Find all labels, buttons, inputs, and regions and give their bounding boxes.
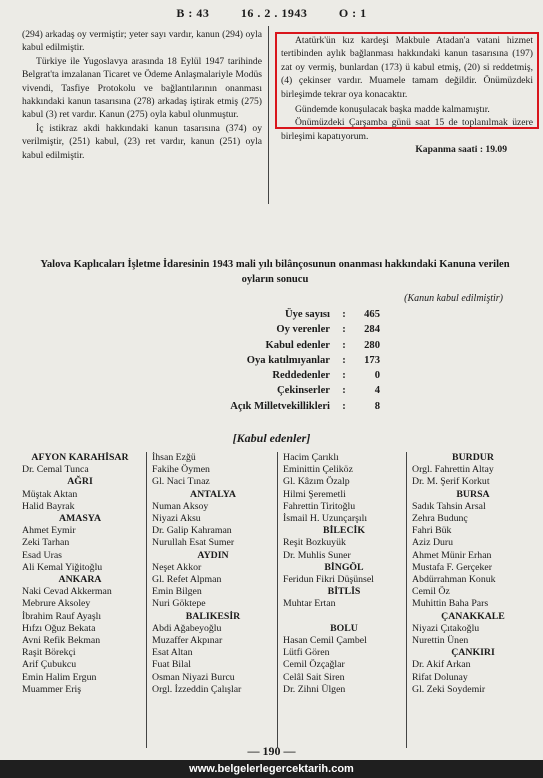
member-name: Raşit Börekçi: [22, 647, 76, 659]
province-heading: AĞRI: [67, 476, 93, 488]
vote-label: Oy verenler: [276, 324, 330, 336]
province-heading: ANTALYA: [190, 488, 236, 500]
spacer: [283, 611, 405, 623]
member-name: Ahmet Eymir: [22, 525, 76, 537]
vote-row: Reddedenler : 0: [200, 368, 380, 383]
member-name: Niyazi Aksu: [152, 513, 201, 525]
vote-value: 173: [364, 354, 380, 366]
member-name: Abdürrahman Konuk: [412, 574, 496, 586]
member-name: Cemil Öz: [412, 586, 450, 598]
province-heading: AYDIN: [197, 549, 229, 561]
province-heading: ANKARA: [58, 574, 102, 586]
member-name: Zeki Tarhan: [22, 537, 70, 549]
province-heading: BİNGÖL: [324, 561, 364, 573]
paragraph: İç istikraz akdi hakkındaki kanun tasarısına (374) oy verilmiştir, (251) kabul, (23) ret vardır, kanun (251) oyla kabul edilmiştir.: [22, 122, 262, 161]
vote-row: Çekinserler : 4: [200, 383, 380, 398]
member-name: Osman Niyazi Burcu: [152, 671, 235, 683]
province-heading: AFYON KARAHİSAR: [31, 452, 129, 463]
vote-label: Kabul edenler: [265, 339, 330, 351]
issue-number: B : 43: [176, 6, 210, 20]
vote-row: Kabul edenler : 280: [200, 338, 380, 353]
member-name: Gl. Zeki Soydemir: [412, 683, 486, 695]
province-heading: BURSA: [456, 488, 490, 500]
member-name: Hilmi Şeremetli: [283, 488, 346, 500]
session-date: 16 . 2 . 1943: [240, 6, 308, 20]
member-name: Arif Çubukcu: [22, 659, 77, 671]
member-name: Celâl Sait Siren: [283, 671, 345, 683]
member-name: Reşit Bozkuyük: [283, 537, 346, 549]
province-heading: BOLU: [330, 622, 358, 634]
member-name: Fahrettin Tiritoğlu: [283, 500, 356, 512]
member-name: Neşet Akkor: [152, 561, 202, 573]
column-rule: [146, 452, 147, 748]
vote-title: Yalova Kaplıcaları İşletme İdaresinin 1943 mali yılı bilânçosunun onanması hakkındaki Kanuna verilen oyların sonucu: [40, 259, 510, 285]
member-name: Mustafa F. Gerçeker: [412, 561, 493, 573]
vote-value: 465: [364, 309, 380, 320]
vote-row: Açık Milletvekillikleri : 8: [200, 399, 380, 414]
member-name: Esat Altan: [152, 647, 193, 659]
vote-label: Çekinserler: [277, 385, 330, 397]
member-name: Ali Kemal Yiğitoğlu: [22, 561, 103, 573]
province-heading: BİTLİS: [327, 586, 361, 598]
vote-label: Oya katılmıyanlar: [246, 354, 330, 366]
accepted-heading: [Kabul edenler]: [232, 431, 311, 445]
column-rule: [406, 452, 407, 748]
member-name: İbrahim Rauf Ayaşlı: [22, 610, 102, 622]
names-column: [283, 452, 405, 696]
column-divider: [268, 26, 269, 204]
member-name: Niyazi Çıtakoğlu: [412, 622, 480, 634]
member-name: İsmail H. Uzunçarşılı: [283, 513, 368, 525]
vote-value: 284: [364, 324, 380, 336]
source-watermark: www.belgelerlegercektarih.com: [0, 760, 543, 778]
member-name: Fakihe Öymen: [152, 464, 210, 476]
member-name: Abdi Ağabeyoğlu: [152, 622, 222, 634]
page-header: [0, 6, 543, 21]
member-name: Gl. Refet Alpman: [152, 574, 222, 586]
paragraph: Önümüzdeki Çarşamba günü saat 15 de toplanılmak üzere birleşimi kapatıyorum.: [281, 117, 533, 142]
member-name: Esad Uras: [22, 549, 62, 561]
member-name: Naki Cevad Akkerman: [22, 586, 112, 598]
vote-row: Oya katılmıyanlar : 173: [200, 353, 380, 368]
column-rule: [277, 452, 278, 748]
paragraph: Atatürk'ün kız kardeşi Makbule Atadan'a vatani hizmet tertibinden aylık bağlanması hakkındaki kanun tasarısına (197) zat oy vermiş, bunlardan (173) ü kabul etmiş, (20) si reddetmiş, (4) çekinser vardır. Muamele tamam değildir. Önümüzdeki birleşimde tekrar oya konacaktır.: [281, 35, 533, 100]
member-name: Dr. Cemal Tunca: [22, 464, 89, 476]
province-heading: BURDUR: [452, 452, 494, 463]
vote-results: [200, 307, 380, 414]
vote-row: Üye sayısı : 465: [200, 307, 380, 322]
vote-label: Reddedenler: [272, 370, 330, 382]
names-column: [152, 452, 274, 696]
vote-value: 4: [374, 385, 380, 397]
member-name: Gl. Kâzım Özalp: [283, 476, 350, 488]
page-number: — 190 —: [247, 744, 296, 758]
member-name: Nurettin Ünen: [412, 635, 469, 647]
member-name: Orgl. İzzeddin Çalışlar: [152, 683, 242, 695]
vote-value: 280: [364, 339, 380, 351]
closing-time: Kapanma saati : 19.09: [415, 144, 507, 156]
member-name: Dr. Muhlis Suner: [283, 549, 351, 561]
province-heading: BALIKESİR: [185, 610, 241, 622]
vote-note: (Kanun kabul edilmiştir): [404, 293, 503, 304]
member-name: İhsan Ezğü: [152, 452, 196, 463]
member-name: Müştak Aktan: [22, 488, 78, 500]
vote-label: Açık Milletvekillikleri: [230, 400, 330, 412]
member-name: Fahri Bük: [412, 525, 452, 537]
member-name: Halid Bayrak: [22, 500, 75, 512]
member-name: Hıfzı Oğuz Bekata: [22, 622, 96, 634]
member-name: Numan Aksoy: [152, 500, 209, 512]
member-name: Emin Bilgen: [152, 586, 202, 598]
names-column: [412, 452, 534, 696]
member-name: Ahmet Münir Erhan: [412, 549, 492, 561]
member-name: Rifat Dolunay: [412, 671, 468, 683]
province-heading: ÇANKIRI: [451, 647, 495, 659]
member-name: Muzaffer Akpınar: [152, 635, 223, 647]
member-name: Mebrure Aksoley: [22, 598, 91, 610]
vote-label: Üye sayısı: [284, 309, 330, 320]
member-name: Muammer Eriş: [22, 683, 82, 695]
member-name: Aziz Duru: [412, 537, 454, 549]
vote-value: 0: [374, 370, 380, 382]
member-name: Sadık Tahsin Arsal: [412, 500, 486, 512]
member-name: Cemil Özçağlar: [283, 659, 345, 671]
member-name: Dr. Zihni Ülgen: [283, 683, 346, 695]
member-name: Hacim Çarıklı: [283, 452, 339, 463]
member-name: Nuri Göktepe: [152, 598, 206, 610]
member-name: Eminittin Çeliköz: [283, 464, 353, 476]
names-column: [22, 452, 138, 696]
member-name: Muhittin Baha Pars: [412, 598, 489, 610]
member-name: Feridun Fikri Düşünsel: [283, 574, 374, 586]
province-heading: BİLECİK: [323, 525, 365, 537]
member-name: Muhtar Ertan: [283, 598, 336, 610]
member-name: Lütfi Gören: [283, 647, 330, 659]
highlight-box: [275, 32, 539, 129]
member-name: Orgl. Fahrettin Altay: [412, 464, 494, 476]
member-name: Dr. Galip Kahraman: [152, 525, 232, 537]
vote-row: Oy verenler : 284: [200, 322, 380, 337]
left-column: [22, 28, 262, 162]
vote-value: 8: [374, 400, 380, 412]
paragraph: Gündemde konuşulacak başka madde kalmamıştır.: [295, 104, 490, 116]
member-name: Avni Refik Bekman: [22, 635, 101, 647]
member-name: Dr. M. Şerif Korkut: [412, 476, 490, 488]
member-name: Zehra Budunç: [412, 513, 468, 525]
paragraph: Türkiye ile Yugoslavya arasında 18 Eylül 1947 tarihinde Belgrat'ta imzalanan Ticaret ve Ödeme Anlaşmalariyle Modüs vivendi, Tasfiye Protokolu ve bağlantılarının onanması hakkındaki kanun tasarısına (278) arkadaş iştirak etmiş (275) kabul (3) ret vardır. Kanun (275) oyla kabul olunmuştur.: [22, 55, 262, 121]
member-name: Emin Halim Ergun: [22, 671, 97, 683]
province-heading: AMASYA: [58, 513, 102, 525]
member-name: Fuat Bilal: [152, 659, 191, 671]
paragraph: (294) arkadaş oy vermiştir; yeter sayı vardır, kanun (294) oyla kabul edilmiştir.: [22, 29, 262, 54]
session-number: O : 1: [338, 6, 367, 20]
member-name: Dr. Akif Arkan: [412, 659, 471, 671]
province-heading: ÇANAKKALE: [441, 610, 505, 622]
member-name: Hasan Cemil Çambel: [283, 635, 367, 647]
member-name: Gl. Naci Tınaz: [152, 476, 210, 488]
member-name: Nurullah Esat Sumer: [152, 537, 235, 549]
